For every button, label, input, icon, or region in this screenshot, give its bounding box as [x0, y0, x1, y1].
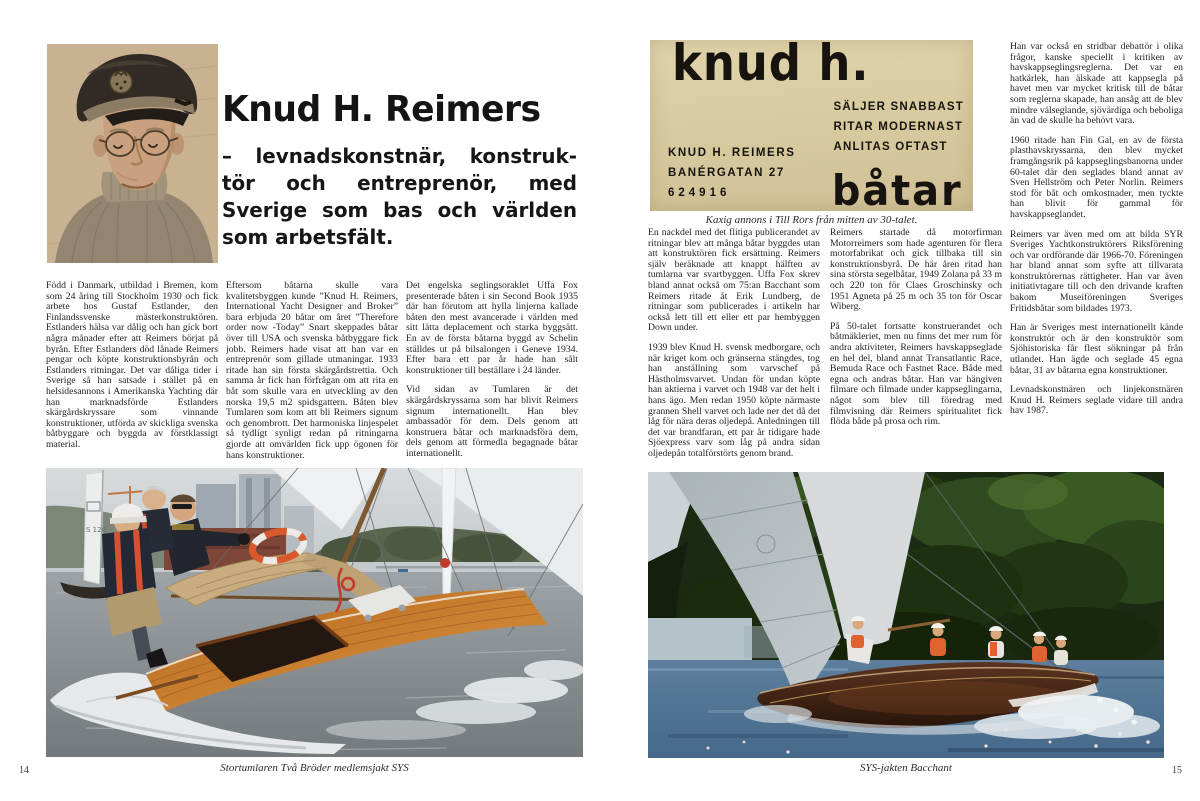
paragraph: En nackdel med det flitiga publicerandet av ritningar blev att många båtar byggdes utan att konstruktören fick ersättning. Reimers själv beräknade att knappt hälften av tumlarna var svartbyggen. Uffa Fox skrev bland annat också om 75:an Bacchant som Reimers ritade åt Erik Lundberg, de ritningar som publicerades i artikeln har också lett till ett eller ett par hembyggen Down under. [648, 228, 820, 334]
paragraph: Han är Sveriges mest internationellt kände konstruktör och är den konstruktör som Sjöhistoriska får flest sökningar på från utlandet. Han ägde och seglade 45 egna båtar, 31 av båtarna egna konstruktioner. [1010, 322, 1183, 376]
paragraph: 1939 blev Knud H. svensk medborgare, och när kriget kom och gränserna stängdes, tog han anställning som varvschef på Hästholmsvarvet. Undan för undan köpte han aktierna i varvet och 1948 var det helt i hans ägo. Men redan 1950 köpte närmaste grannen Shell varvet och lade ner det då det låg för nära deras oljedepå. Anledningen till det var brandfaran, ett par år tidigare hade Sjöexpress varv som låg på andra sidan oljedepån totalförstörts genom brand. [648, 341, 820, 459]
paragraph: Född i Danmark, utbildad i Bremen, kom som 24 åring till Stockholm 1930 och fick arbete hos Gustaf Estlander, den Finlandssvenske mästerkonstruktören. Estlanders hälsa var dålig och han gick bort några månader efter att Reimers börjat på byrån. Efter Estlanders död lånade Reimers pengar och köpte konstruktionsbyrån och Estlanders ritningar. Det var dåliga tider i Sverige så han satsade i stället på en helsidesannons i Amerikanska Yachting där han marknadsförde Estlanders skärgårdskryssare som vinnande konstruktioner, utförda av skickliga svenska båtbyggare och byggda av förstklassigt material. [46, 281, 218, 450]
paragraph: 1960 ritade han Fin Gal, en av de första plasthavskryssarna, den blev mycket framgångsrik på kappseglingsbanorna under 60-talet där den seglades bland annat av Sven Hellström och Peter Norlin. Reimers stod för båt och omkostnader, men tyckte han blivit för gammal för havskappseglandet. [1010, 134, 1183, 220]
article-subtitle [222, 143, 577, 251]
ad-address [668, 143, 796, 203]
left-column-2 [226, 281, 398, 467]
ad-brand-bottom: båtar [832, 166, 963, 211]
ad-slogan-line: ANLITAS OFTAST [833, 141, 948, 153]
crew-member [988, 626, 1004, 658]
sail-marking: S 120 [86, 526, 107, 534]
left-boat-photo [46, 468, 583, 757]
crew-member [930, 623, 946, 656]
page-number-left: 14 [19, 765, 29, 776]
red-sheet-bundle [440, 558, 450, 568]
paragraph: Reimers var även med om att bilda SYR Sveriges Yachtkonstruktörers Riksförening och var ordförande där 1966-70. Föreningen har bland annat som syfte att tillvarata konstruktörernas rättigheter. Han var även initiativtagare till och den drivande kraften bakom Museiföreningen Sveriges Fritidsbåtar som bildades 1973. [1010, 228, 1183, 314]
paragraph: På 50-talet fortsatte konstruerandet och båtmäkleriet, men nu finns det mer rum för andra aktiviteter, Reimers havskappseglade en hel del, bland annat Transatlantic Race, Bemuda Race och Fastnet Race. Både med egna och andras båtar. Han var hängiven filmare och filmade under kappseglingarna, något som blev till föredrag med filmvisning där Reimers spiritualitet fick flöda både på prosa och rim. [830, 320, 1002, 428]
paragraph: Eftersom båtarna skulle vara kvalitetsbyggen kunde ”Knud H. Reimers, International Yacht Designer and Broker” bara erbjuda 20 båtar om året ”Therefore order now -Today” Snart skeppades båtar över till USA och svenska båtbyggare fick jobb. Reimers hade visat att han var en entreprenör som gillade utmaningar. 1933 ritade han sin första skärgårdstrettia. Och samma år fick han förfrågan om att rita en båt som skulle vara en utveckling av den norska 19,5 m2 spidsgattern. Båten blev Tumlaren som kom att bli Reimers signum och genombrott. Det harmoniska linjespelet så tydligt synligt redan på ritningarna gjorde att omvärlden fick upp ögonen för hans konstruktioner. [226, 281, 398, 461]
left-column-1 [46, 281, 218, 467]
ad-caption: Kaxig annons i Till Rors från mitten av 30-talet. [705, 214, 918, 226]
subtitle-line: Sverige som bas och världen [222, 198, 578, 222]
page-number-right: 15 [1172, 765, 1182, 776]
vintage-ad [650, 40, 973, 211]
left-column-3 [406, 281, 578, 467]
paragraph: Vid sidan av Tumlaren är det skärgårdskryssarna som har blivit Reimers signum internationellt. Han blev ambassadör för dem. Dels genom att konstruera båtar och marknadsföra dem, dels genom att förmedla begagnade båtar internationellt. [406, 384, 578, 459]
paragraph: Levnadskonstnären och linjekonstnären Knud H. Reimers seglade vidare till andra hav 1987. [1010, 384, 1183, 417]
article-title: Knud H. Reimers [222, 89, 541, 130]
ad-brand-top: knud h. [672, 40, 870, 92]
subtitle-line: som arbetsfält. [222, 225, 394, 249]
right-column-2 [830, 228, 1002, 468]
portrait-photo [47, 44, 218, 263]
ad-address-line: 624916 [668, 187, 731, 199]
ad-address-line: BANÉRGATAN 27 [668, 167, 785, 179]
subtitle-line: – levnadskonstnär, konstruk- [222, 144, 578, 168]
right-column-1 [648, 228, 820, 468]
left-photo-caption: Stortumlaren Två Bröder medlemsjakt SYS [220, 762, 409, 774]
ad-slogan-line: RITAR MODERNAST [833, 121, 964, 133]
paragraph: Han var också en stridbar debattör i olika frågor, kanske speciellt i kritiken av havskappseglingsreglerna. Det var en hatkärlek, han älskade att kappsegla på havet men var mycket kritisk till de båtar som reglerna skapade, han ansåg att de blev mindre välseglande, sjövärdiga och beboliga än vad de skulle ha behövt vara. [1010, 42, 1183, 127]
paragraph: Det engelska seglingsoraklet Uffa Fox presenterade båten i sin Second Book 1935 där han förutom att hylla linjerna kallade båten den mest avancerade i världen med sitt lätta deplacement och starka byggsätt. En av de första båtarna byggd av Schelin ställdes ut på bilsalongen i Geneve 1934. Efter bara ett par år hade han sålt konstruktioner till beställare i 24 länder. [406, 281, 578, 376]
portrait-photo-art [47, 44, 218, 263]
paragraph: Reimers startade då motorfirman Motorreimers som hade agenturen för flera motorfabrikat och gick tillbaka till sin konstruktionsbyrå. De här åren ritad han sina största segelbåtar, 1949 Zolana på 33 m och 220 ton för Claes Groschinsky och 1951 Agneta på 25 m och 35 ton för Oscar Wiberg. [830, 228, 1002, 313]
ad-slogan-line: SÄLJER SNABBAST [833, 101, 964, 113]
right-boat-photo-art [648, 472, 1164, 758]
right-photo-caption: SYS-jakten Bacchant [860, 762, 952, 774]
subtitle-line: tör och entreprenör, med [222, 171, 578, 195]
ad-address-line: KNUD H. REIMERS [668, 147, 796, 159]
right-boat-photo [648, 472, 1164, 758]
left-boat-photo-art [46, 468, 583, 757]
ad-slogan [834, 97, 964, 157]
right-column-3 [1010, 42, 1183, 468]
